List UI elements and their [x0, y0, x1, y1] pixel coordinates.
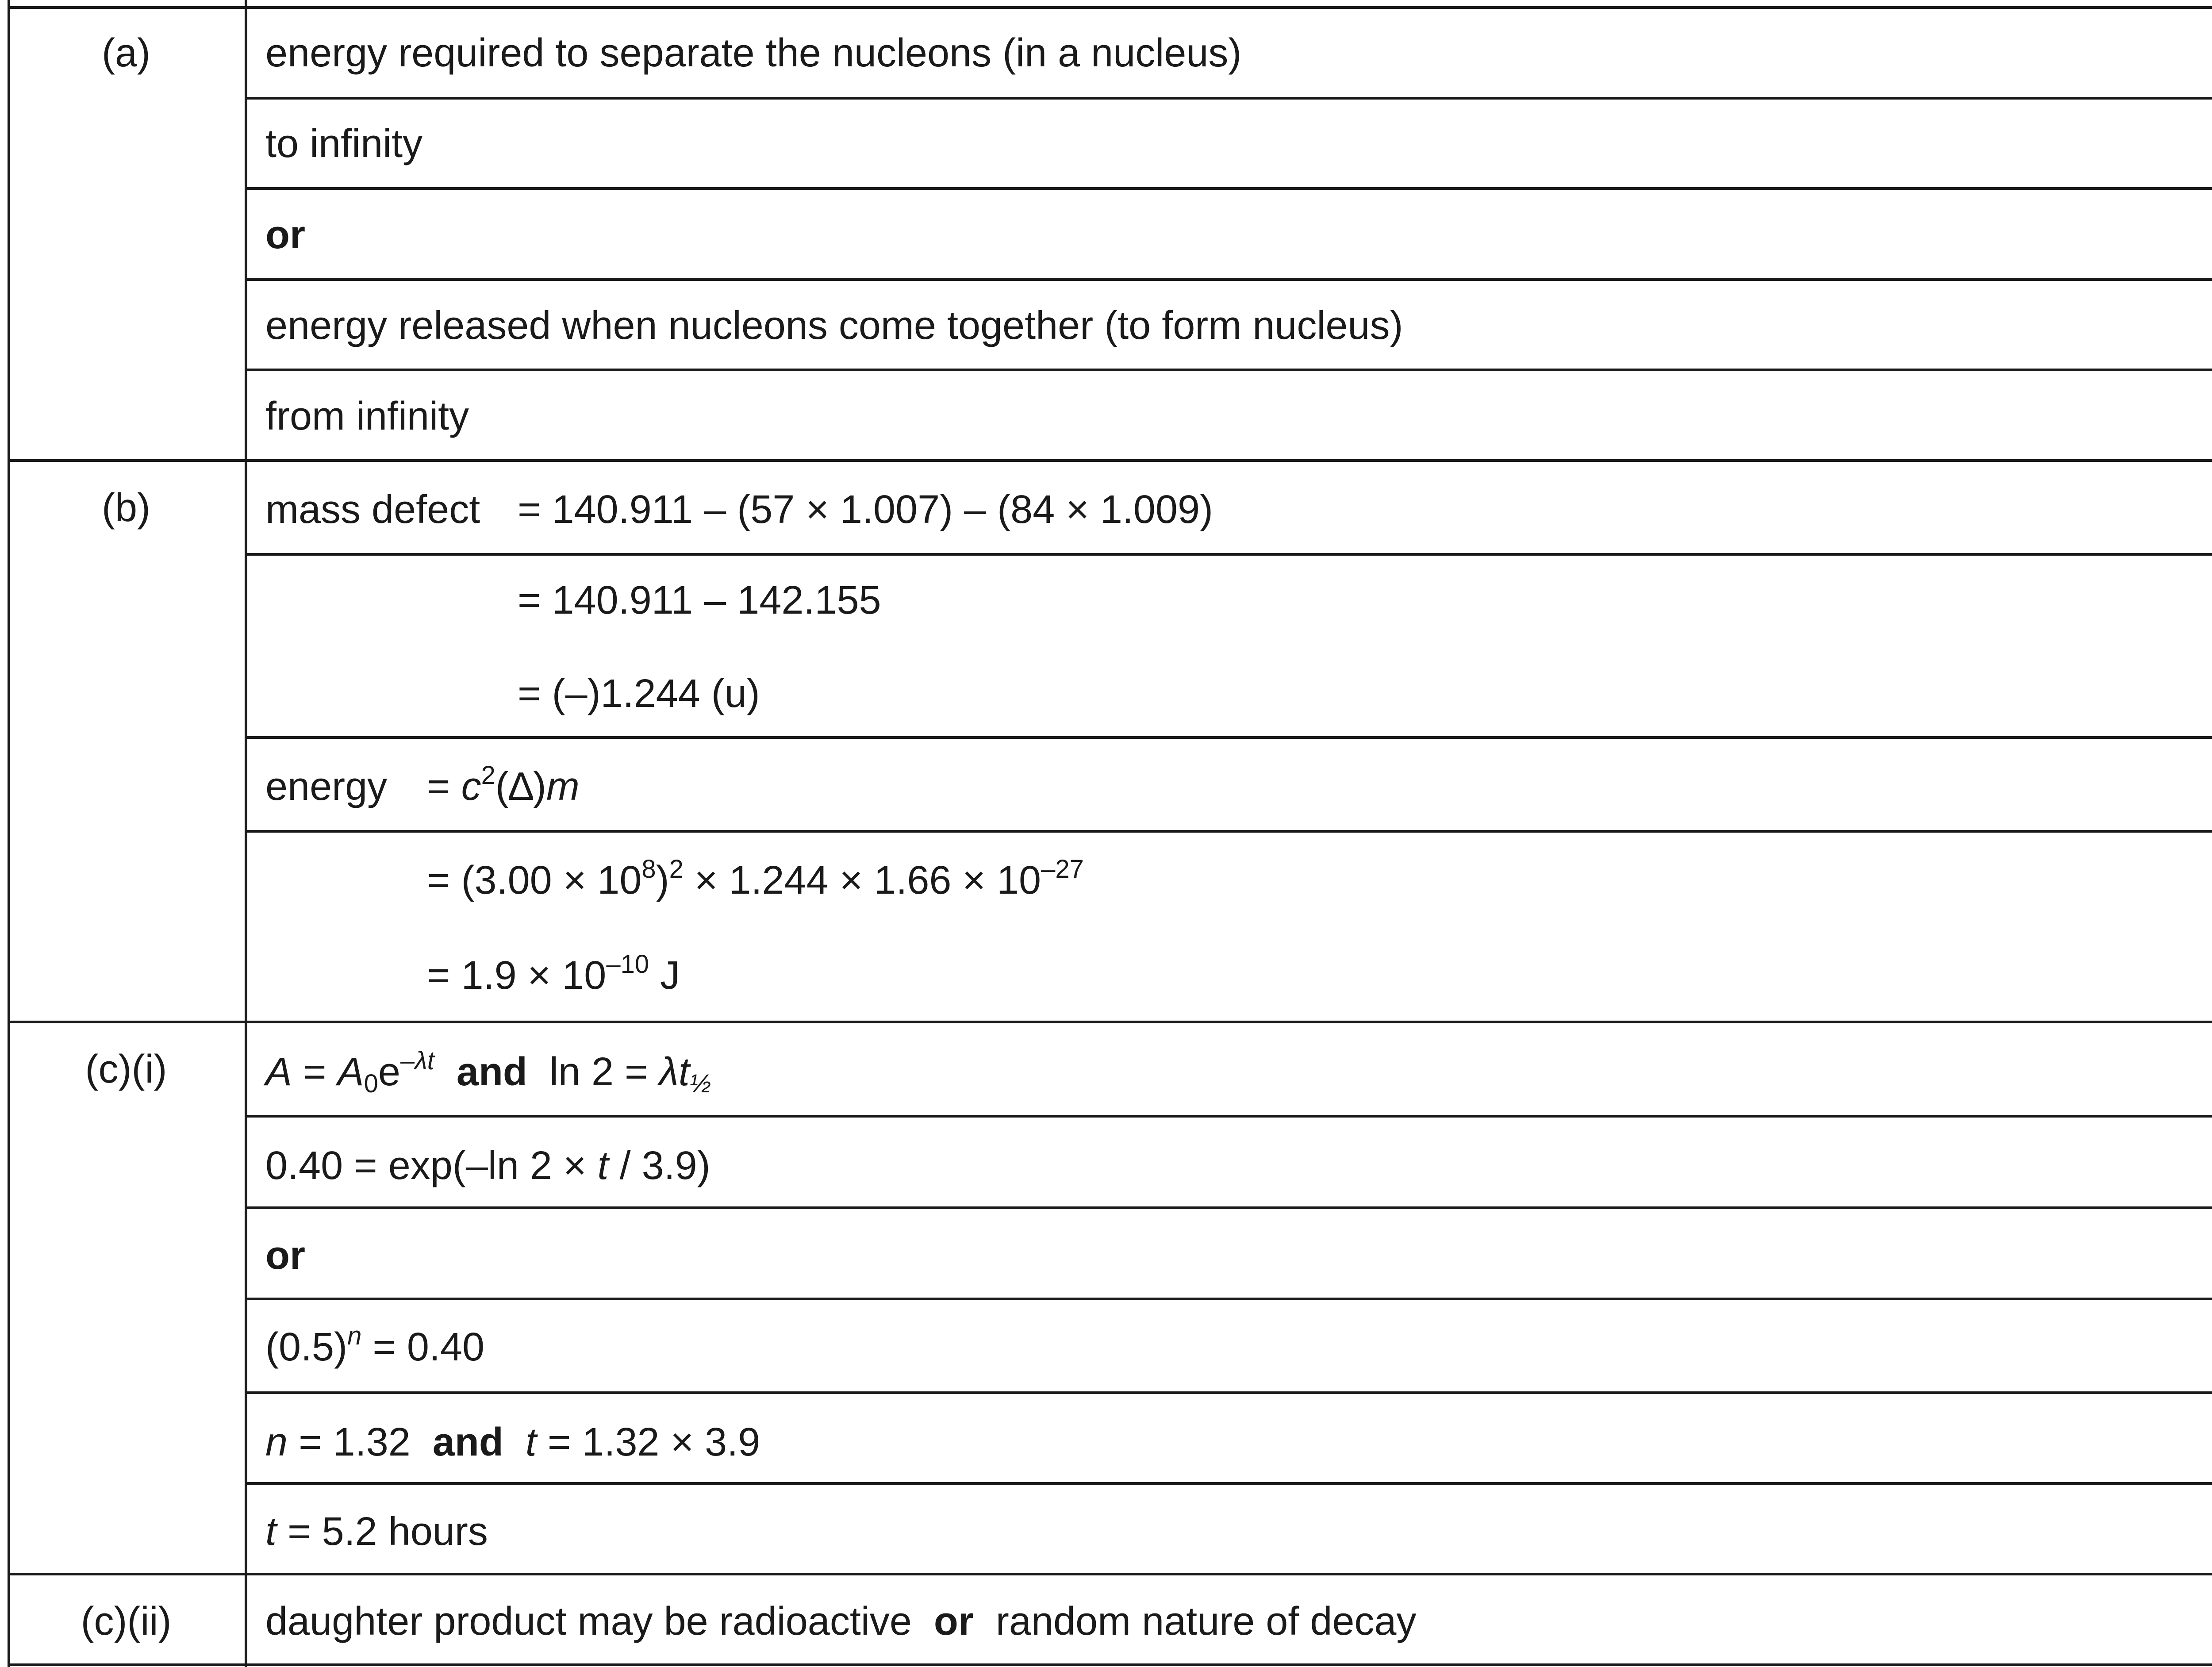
answer-text: from infinity [265, 394, 469, 438]
row-divider [245, 553, 2212, 556]
mass-defect-label: mass defect [265, 488, 480, 532]
energy-formula: = $c^2(\Delta)m$ [427, 761, 580, 809]
part-label-a: (a) [102, 31, 150, 75]
part-label-c-i: (c)(i) [85, 1047, 167, 1091]
energy-calculation: = $(3.00 \times 10^8)^2 \times 1.244 \times 1.66 \times 10^{-27}$ [427, 855, 1084, 903]
answer-text: daughter product may be radioactive or random nature of decay [265, 1599, 1417, 1644]
answer-text: to infinity [265, 122, 423, 166]
row-divider [245, 1298, 2212, 1300]
half-life-count: n = 1.32 and t = 1.32 × 3.9 [265, 1420, 760, 1464]
row-divider [245, 369, 2212, 371]
table-border-bottom [8, 1663, 2212, 1666]
row-divider [245, 278, 2212, 281]
row-divider [245, 736, 2212, 739]
mass-defect-result: = (–)1.244 (u) [518, 672, 760, 716]
decay-formula: $A = A_0e^{-\lambda t}$ and $\ln 2 = \lambda t_{\frac{1}{2}}$ [265, 1046, 711, 1098]
row-divider [245, 1115, 2212, 1118]
half-life-equation: $(0.5)^n = 0.40$ [265, 1321, 485, 1369]
section-divider [8, 459, 2212, 462]
row-divider [245, 1482, 2212, 1485]
mass-defect-step: = 140.911 – 142.155 [518, 578, 881, 622]
section-divider [8, 1573, 2212, 1575]
part-label-b: (b) [102, 486, 150, 530]
time-result: t = 5.2 hours [265, 1510, 488, 1554]
row-divider [245, 1391, 2212, 1394]
row-divider [245, 1206, 2212, 1209]
energy-label: energy [265, 764, 388, 809]
or-connector: or [265, 213, 305, 257]
part-label-c-ii: (c)(ii) [81, 1599, 172, 1644]
row-divider [245, 97, 2212, 100]
row-divider [245, 830, 2212, 833]
energy-result: = $1.9 \times 10^{-10}$ J [427, 950, 680, 998]
decay-equation: 0.40 = exp(–ln 2 × t / 3.9) [265, 1144, 710, 1188]
column-divider-part [245, 0, 247, 1667]
answer-text: energy required to separate the nucleons (in a nucleus) [265, 31, 1242, 75]
or-connector: or [265, 1233, 305, 1278]
row-divider [245, 187, 2212, 190]
section-divider [8, 1021, 2212, 1023]
table-border-left [8, 0, 10, 1667]
table-border-top [8, 6, 2212, 9]
mass-defect-equation: = 140.911 – (57 × 1.007) – (84 × 1.009) [518, 488, 1214, 532]
answer-text: energy released when nucleons come together (to form nucleus) [265, 303, 1403, 348]
